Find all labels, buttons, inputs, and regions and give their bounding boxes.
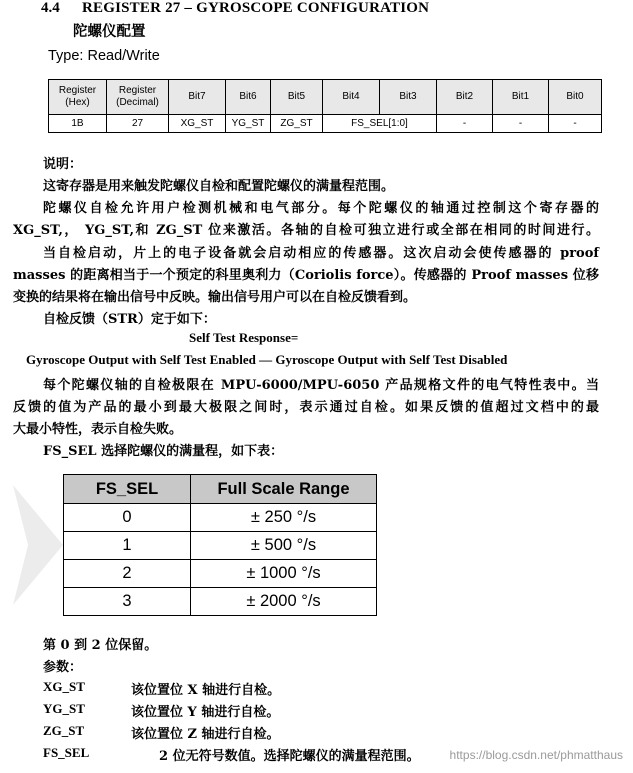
header-bit2: Bit2 [437, 80, 493, 115]
full-scale-value: ± 1000 °/s [191, 560, 377, 588]
cell-decimal: 27 [107, 115, 169, 133]
header-bit7: Bit7 [169, 80, 226, 115]
description-line: 当自检启动，片上的电子设备就会启动相应的传感器。这次启动会使传感器的 proof [43, 246, 599, 261]
register-table [48, 79, 602, 133]
cell-bit5: ZG_ST [271, 115, 323, 133]
header-fs-sel: FS_SEL [64, 475, 191, 504]
fs-sel-value: 3 [64, 588, 191, 616]
param-desc: 该位置位 Z 轴进行自检。 [131, 727, 280, 742]
csdn-watermark: https://blog.csdn.net/phmatthaus [449, 748, 623, 762]
register-table-header [49, 80, 602, 115]
fs-sel-table [63, 474, 377, 616]
description-line: 变换的结果将在输出信号中反映。输出信号用户可以在自检反馈看到。 [13, 290, 417, 305]
fs-sel-intro: FS_SEL 选择陀螺仪的满量程，如下表： [43, 444, 284, 459]
header-bit0: Bit0 [549, 80, 602, 115]
description-line: 陀螺仪自检允许用户检测机械和电气部分。每个陀螺仪的轴通过控制这个寄存器的 [43, 201, 599, 216]
full-scale-value: ± 500 °/s [191, 532, 377, 560]
header-register-decimal: Register (Decimal) [107, 80, 169, 115]
param-name: ZG_ST [43, 723, 85, 738]
full-scale-value: ± 250 °/s [191, 504, 377, 532]
cell-bit0: - [549, 115, 602, 133]
limit-line: 每个陀螺仪轴的自检极限在 MPU-6000/MPU-6050 产品规格文件的电气特性表中。当 [43, 378, 599, 393]
header-bit4: Bit4 [323, 80, 380, 115]
param-desc: 该位置位 Y 轴进行自检。 [131, 705, 280, 720]
section-number: 4.4 [41, 0, 60, 16]
fs-table-header [64, 475, 377, 504]
param-name: FS_SEL [43, 745, 90, 760]
cell-bit7: XG_ST [169, 115, 226, 133]
description-line: masses 的距离相当于一个预定的科里奥利力（Coriolis force）。传感器的 Proof masses 位移 [13, 268, 599, 283]
header-register-hex: Register (Hex) [49, 80, 107, 115]
section-title: REGISTER 27 – GYROSCOPE CONFIGURATION [82, 0, 430, 16]
param-name: YG_ST [43, 701, 85, 716]
register-table-row [49, 115, 602, 133]
fs-sel-value: 1 [64, 532, 191, 560]
formula-title: Self Test Response= [189, 330, 299, 345]
cell-bit6: YG_ST [226, 115, 271, 133]
table-row [64, 560, 377, 588]
description-label: 说明： [43, 157, 83, 172]
description-line: 自检反馈（STR）定于如下： [43, 312, 216, 327]
limit-line: 反馈的值为产品的最小到最大极限之间时，表示通过自检。如果反馈的值超过文档中的最 [13, 400, 599, 415]
table-row [64, 532, 377, 560]
header-bit1: Bit1 [493, 80, 549, 115]
header-bit3: Bit3 [380, 80, 437, 115]
param-desc: 该位置位 X 轴进行自检。 [131, 683, 281, 698]
header-bit6: Bit6 [226, 80, 271, 115]
register-type: Type: Read/Write [48, 48, 160, 64]
watermark-arrow-icon [8, 480, 68, 610]
header-full-scale-range: Full Scale Range [191, 475, 377, 504]
fs-sel-value: 0 [64, 504, 191, 532]
header-bit5: Bit5 [271, 80, 323, 115]
description-line: XG_ST,， YG_ST,和 ZG_ST 位来激活。各轴的自检可独立进行或全部在相同的时间进行。 [13, 223, 599, 238]
description-line: 这寄存器是用来触发陀螺仪自检和配置陀螺仪的满量程范围。 [43, 179, 395, 194]
cell-bit4-3: FS_SEL[1:0] [323, 115, 437, 133]
fs-sel-value: 2 [64, 560, 191, 588]
table-row [64, 588, 377, 616]
cell-bit1: - [493, 115, 549, 133]
section-title-cn: 陀螺仪配置 [73, 23, 146, 40]
param-name: XG_ST [43, 679, 85, 694]
full-scale-value: ± 2000 °/s [191, 588, 377, 616]
table-row [64, 504, 377, 532]
params-label: 参数： [43, 660, 83, 675]
cell-bit2: - [437, 115, 493, 133]
cell-hex: 1B [49, 115, 107, 133]
formula-expression: Gyroscope Output with Self Test Enabled — Gyroscope Output with Self Test Disabled [26, 352, 508, 367]
reserved-bits-note: 第 0 到 2 位保留。 [43, 638, 158, 653]
limit-line: 大最小特性，表示自检失败。 [13, 422, 183, 437]
param-desc: 2 位无符号数值。选择陀螺仪的满量程范围。 [159, 749, 420, 764]
